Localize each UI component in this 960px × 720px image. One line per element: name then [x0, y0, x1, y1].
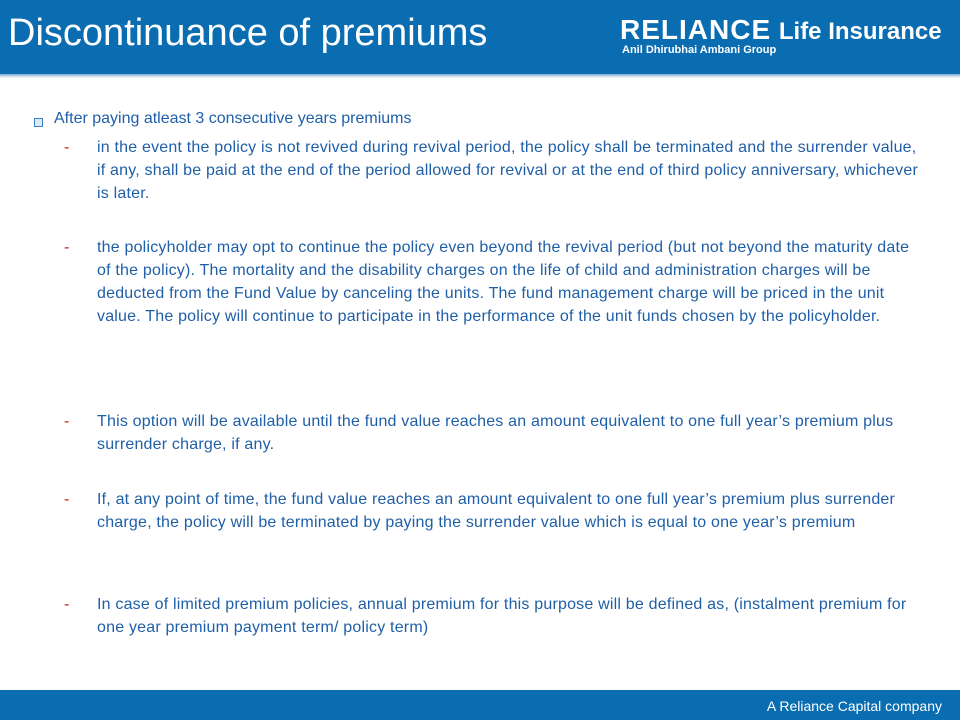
- slide-title: Discontinuance of premiums: [8, 12, 488, 54]
- list-item-text: This option will be available until the fund value reaches an amount equivalent to one full year’s premium plus surrender charge, if any.: [97, 413, 894, 453]
- list-item-text: In case of limited premium policies, annual premium for this purpose will be defined as, (instalment premium for one year premium payment term/ policy term): [97, 596, 907, 636]
- header-bar: [0, 0, 960, 74]
- dash-bullet: -: [64, 491, 70, 508]
- dash-bullet: -: [64, 413, 70, 430]
- header-divider: [0, 74, 960, 78]
- list-item-text: the policyholder may opt to continue the policy even beyond the revival period (but not beyond the maturity date of the policy). The mortality and the disability charges on the life of child and administration charges will be deducted from the Fund Value by canceling the units. The fund management charge will be priced in the unit value. The policy will continue to participate in the performance of the unit funds chosen by the policyholder.: [97, 239, 910, 325]
- logo-brand: RELIANCE: [620, 14, 772, 45]
- reliance-logo: [620, 12, 950, 64]
- dash-bullet: -: [64, 139, 70, 156]
- dash-bullet: -: [64, 596, 70, 613]
- square-bullet-icon: [34, 118, 43, 127]
- logo-group-name: Anil Dhirubhai Ambani Group: [622, 44, 777, 56]
- footer-bar: [0, 690, 960, 720]
- footer-text: A Reliance Capital company: [766, 698, 942, 714]
- logo-suffix: Life Insurance: [778, 18, 942, 45]
- top-bullet-text: After paying atleast 3 consecutive years premiums: [54, 110, 412, 127]
- dash-bullet: -: [64, 239, 70, 256]
- list-item-text: in the event the policy is not revived during revival period, the policy shall be terminated and the surrender value, if any, shall be paid at the end of the period allowed for revival or at the end of third policy anniversary, whichever is later.: [97, 139, 918, 202]
- list-item-text: If, at any point of time, the fund value reaches an amount equivalent to one full year’s premium plus surrender charge, the policy will be terminated by paying the surrender value which is equal to one year’s premium: [97, 491, 896, 531]
